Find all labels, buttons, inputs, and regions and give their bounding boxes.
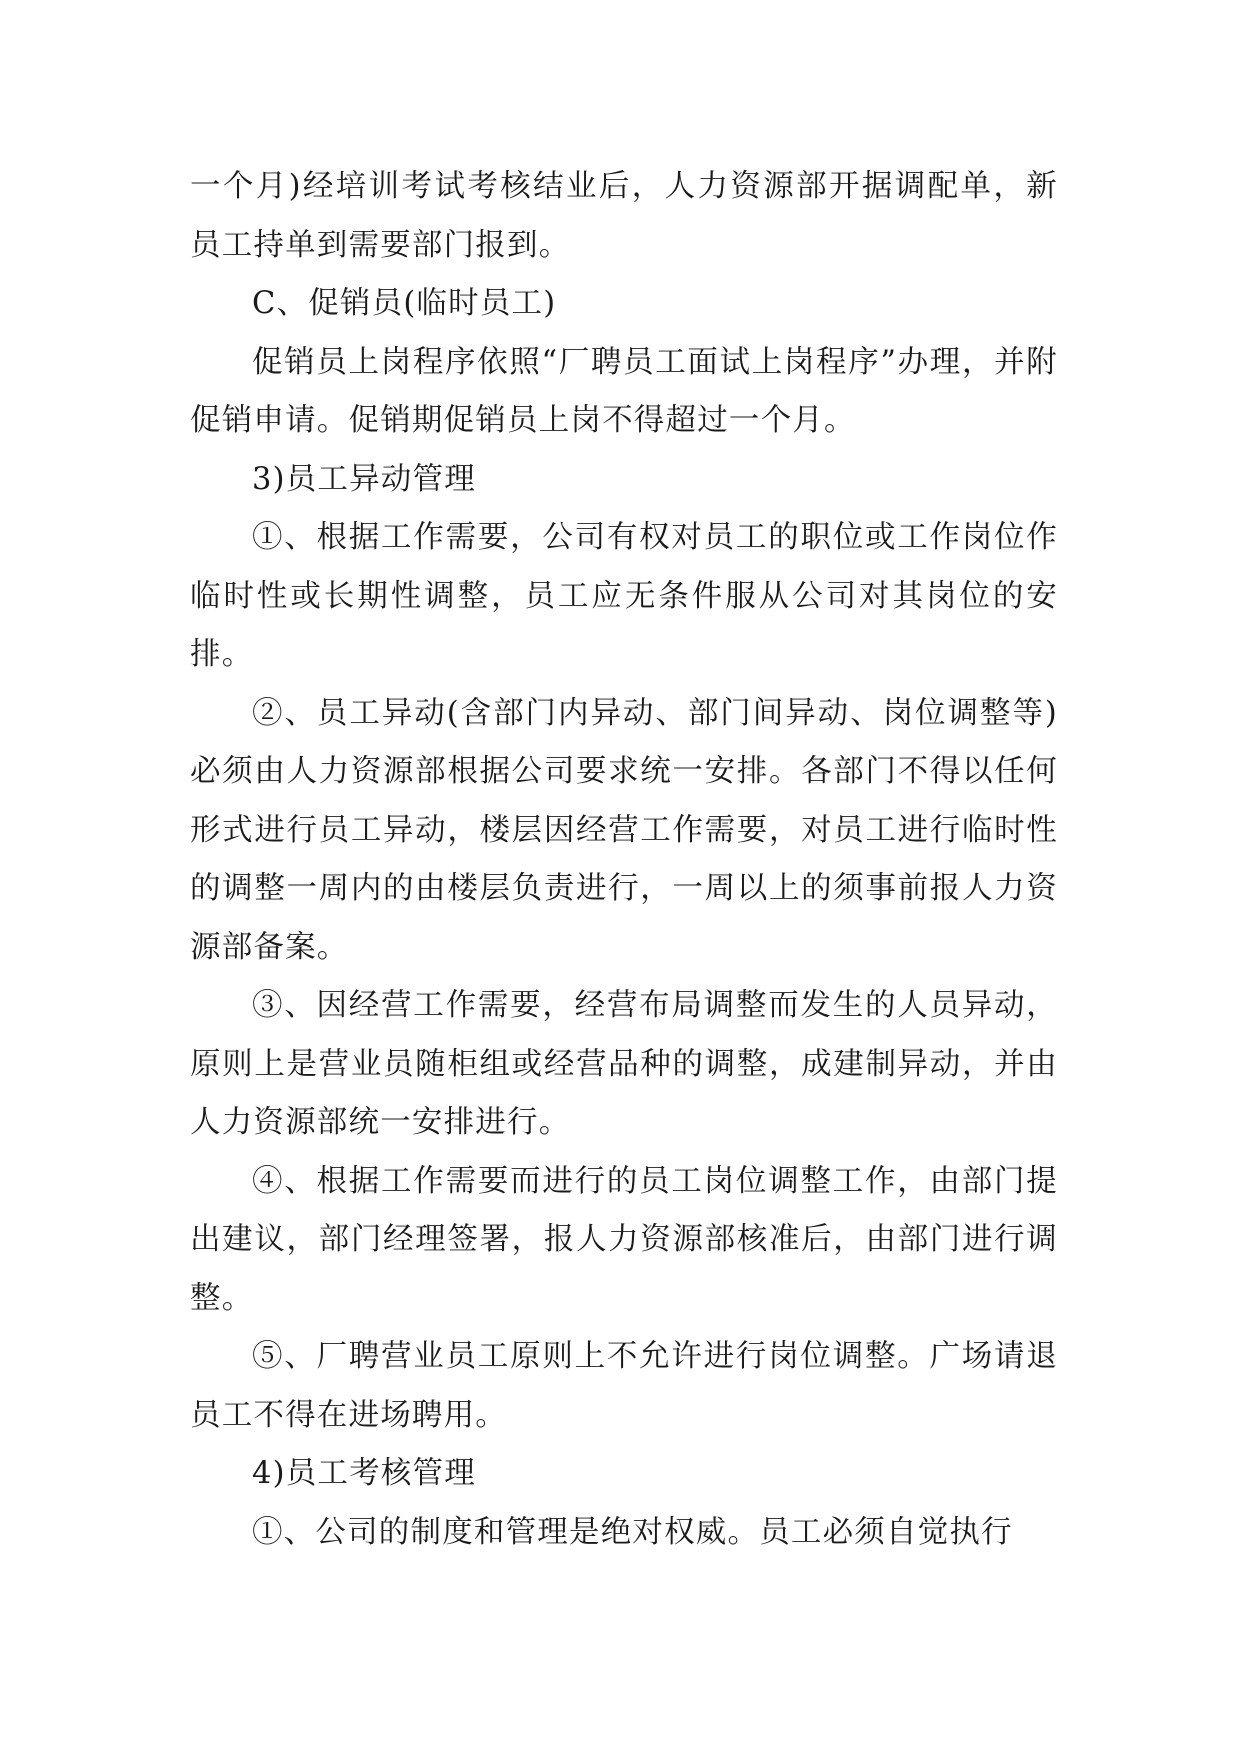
paragraph-transfer-3: ③、因经营工作需要，经营布局调整而发生的人员异动，原则上是营业员随柜组或经营品种的调整，成建制异动，并由人力资源部统一安排进行。 xyxy=(190,988,1058,1140)
paragraph-promoter-procedure: 促销员上岗程序依照“厂聘员工面试上岗程序”办理，并附促销申请。促销期促销员上岗不得超过一个月。 xyxy=(190,344,1058,438)
section-heading-promoter: C、促销员(临时员工) xyxy=(252,286,557,321)
paragraph-transfer-4: ④、根据工作需要而进行的员工岗位调整工作，由部门提出建议，部门经理签署，报人力资源部核准后，由部门进行调整。 xyxy=(190,1163,1058,1316)
paragraph-assessment-1: ①、公司的制度和管理是绝对权威。员工必须自觉执行 xyxy=(252,1514,1013,1550)
section-heading-transfer: 3)员工异动管理 xyxy=(252,461,476,497)
paragraph-transfer-1: ①、根据工作需要，公司有权对员工的职位或工作岗位作临时性或长期性调整，员工应无条件服从公司对其岗位的安排。 xyxy=(190,520,1058,672)
section-heading-assessment: 4)员工考核管理 xyxy=(252,1456,476,1491)
document-body xyxy=(190,158,1058,1562)
paragraph-transfer-2: ②、员工异动(含部门内异动、部门间异动、岗位调整等)必须由人力资源部根据公司要求统一安排。各部门不得以任何形式进行员工异动，楼层因经营工作需要，对员工进行临时性的调整一周内的由楼层负责进行，一周以上的须事前报人力资源部备案。 xyxy=(190,695,1058,965)
paragraph-continuation: 一个月)经培训考试考核结业后，人力资源部开据调配单，新员工持单到需要部门报到。 xyxy=(190,169,1058,263)
paragraph-transfer-5: ⑤、厂聘营业员工原则上不允许进行岗位调整。广场请退员工不得在进场聘用。 xyxy=(190,1339,1058,1433)
